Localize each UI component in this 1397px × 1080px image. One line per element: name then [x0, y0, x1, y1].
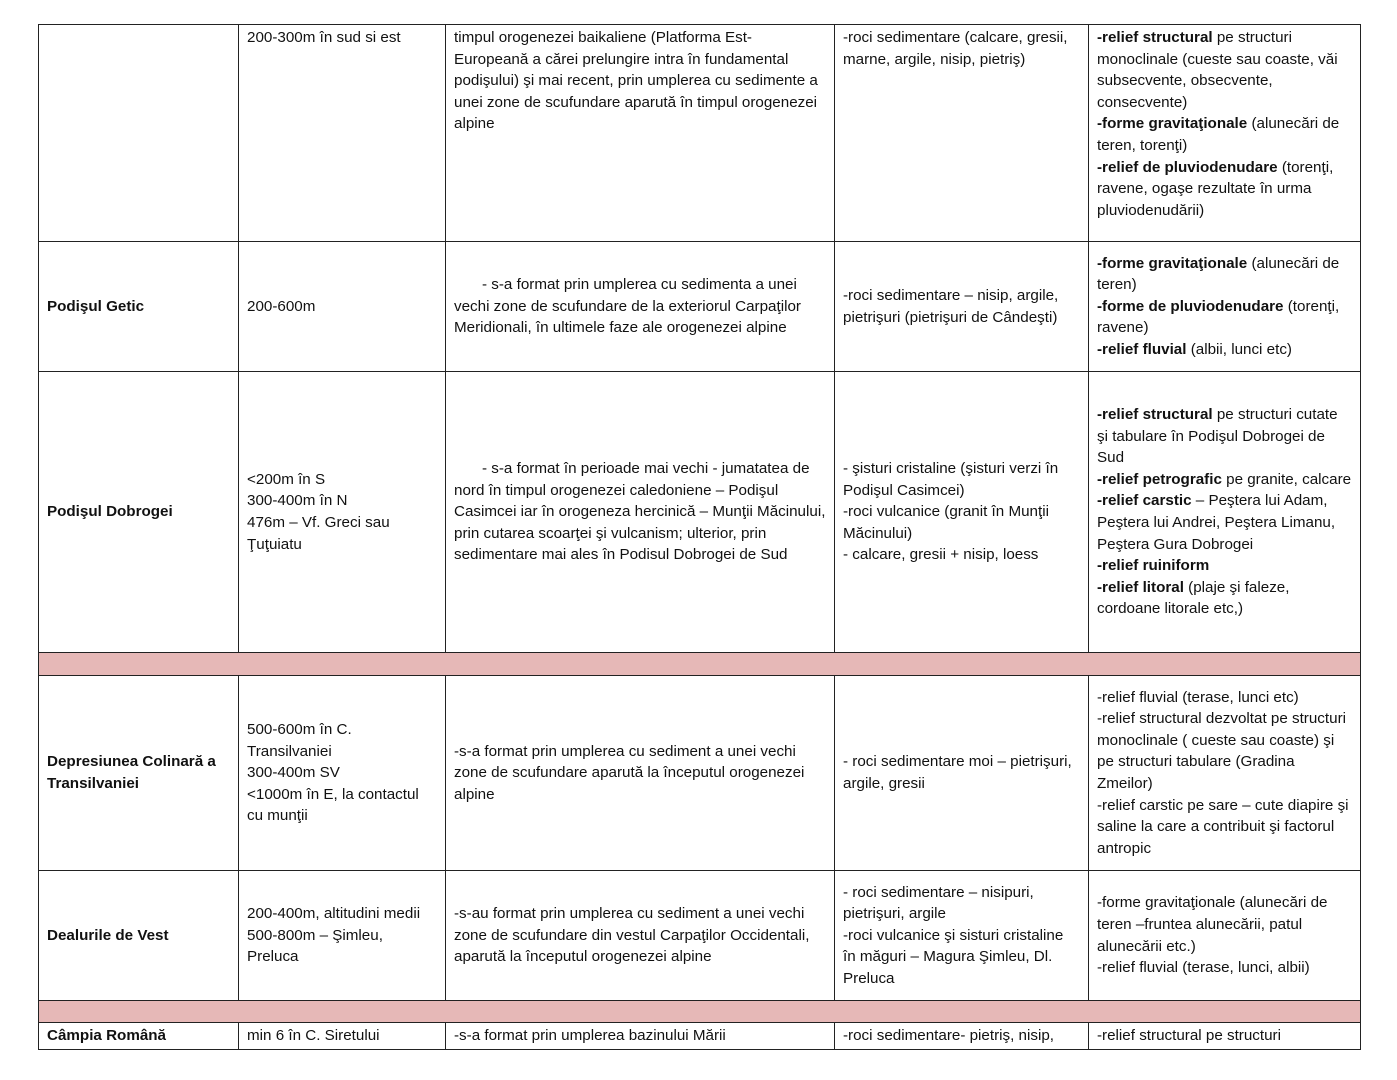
cell-text: min 6 în C. Siretului: [247, 1027, 380, 1044]
cell-text: pe structuri monoclinale (cueste sau coaste, văi subsecvente, obsecvente, consecvente): [1097, 29, 1338, 111]
rocks-cell: [835, 871, 1089, 1001]
cell-text: -relief ruiniform: [1097, 557, 1210, 575]
cell-line: [1097, 577, 1352, 620]
cell-line: [1097, 113, 1352, 156]
rocks-cell: [835, 1023, 1089, 1050]
relief-cell: [1089, 1023, 1361, 1050]
section-separator: [39, 1001, 1361, 1023]
rocks-cell: [835, 676, 1089, 871]
cell-text: (alunecări de teren): [1097, 254, 1340, 294]
cell-text: - roci sedimentare – nisipuri, pietrişuri, argile: [843, 883, 1034, 923]
cell-text: -roci sedimentare – nisip, argile, pietrişuri (pietrişuri de Cândeşti): [843, 286, 1059, 326]
cell-text: -relief fluvial (terase, lunci etc): [1097, 688, 1299, 706]
cell-text: <200m în S: [247, 470, 326, 488]
cell-text: -relief structural: [1097, 406, 1213, 424]
cell-text: - s-a format prin umplerea cu sedimenta a unei vechi zone de scufundare de la exteriorul Carpaţilor Meridionali, în ultimele faze ale orogenezei alpine: [454, 276, 801, 337]
cell-line: [1097, 555, 1352, 577]
cell-text: -s-a format prin umplerea cu sediment a unei vechi zone de scufundare aparută la începutul orogenezei alpine: [454, 742, 805, 803]
cell-line: [1097, 253, 1352, 296]
formation-cell: [446, 25, 835, 242]
cell-text: -relief litoral: [1097, 578, 1184, 596]
cell-text: -forme gravitaţionale: [1097, 254, 1248, 272]
cell-text: 500-800m – Şimleu, Preluca: [247, 926, 383, 966]
cell-text: -roci sedimentare- pietriş, nisip,: [843, 1027, 1055, 1044]
region-name-cell: [39, 871, 239, 1001]
cell-text: (plaje şi faleze, cordoane litorale etc,): [1097, 578, 1290, 618]
table-row: [39, 1023, 1361, 1050]
region-name-cell: [39, 242, 239, 372]
region-name-cell: [39, 1023, 239, 1050]
cell-text: -roci vulcanice (granit în Munţii Măcinului): [843, 503, 1049, 542]
cell-text: 476m – Vf. Greci sau Ţuţuiatu: [247, 514, 390, 553]
cell-text: -roci vulcanice şi sisturi cristaline în măguri – Magura Şimleu, Dl. Preluca: [843, 926, 1064, 987]
cell-text: -s-a format prin umplerea bazinului Mării: [454, 1027, 726, 1044]
cell-text: - calcare, gresii + nisip, loess: [843, 546, 1039, 564]
region-name-cell: [39, 372, 239, 653]
cell-text: -relief carstic: [1097, 492, 1192, 510]
cell-line: [1097, 404, 1352, 469]
cell-text: Podişul Dobrogei: [47, 503, 173, 521]
cell-line: [1097, 469, 1352, 491]
formation-cell: [446, 871, 835, 1001]
cell-text: - şisturi cristaline (şisturi verzi în Podişul Casimcei): [843, 460, 1059, 499]
rocks-cell: [835, 25, 1089, 242]
cell-text: -relief structural pe structuri: [1097, 1027, 1281, 1044]
altitude-cell: [239, 676, 446, 871]
table-row: [39, 242, 1361, 372]
cell-text: -relief petrografic: [1097, 470, 1222, 488]
cell-text: Podişul Getic: [47, 297, 145, 315]
cell-text: 200-300m în sud si est: [247, 29, 401, 46]
cell-text: -relief structural: [1097, 29, 1213, 46]
cell-text: Câmpia Română: [47, 1027, 167, 1044]
cell-text: 200-400m, altitudini medii: [247, 905, 421, 923]
cell-text: 200-600m: [247, 297, 316, 315]
rocks-cell: [835, 372, 1089, 653]
cell-text: 500-600m în C. Transilvaniei: [247, 721, 352, 760]
region-name-cell: [39, 676, 239, 871]
altitude-cell: [239, 25, 446, 242]
landforms-table: [38, 24, 1361, 1050]
cell-line: [1097, 490, 1352, 555]
cell-text: -forme de pluviodenudare: [1097, 297, 1284, 315]
cell-text: -relief structural dezvoltat pe structuri monoclinale ( cueste sau coaste) şi pe structuri tabulare (Gradina Zmeilor): [1097, 710, 1346, 792]
altitude-cell: [239, 372, 446, 653]
cell-text: 300-400m SV: [247, 764, 340, 782]
cell-text: pe structuri cutate şi tabulare în Podişul Dobrogei de Sud: [1097, 406, 1338, 467]
cell-text: Dealurile de Vest: [47, 926, 169, 944]
cell-line: [1097, 157, 1352, 222]
cell-text: -relief fluvial (terase, lunci, albii): [1097, 959, 1310, 977]
table-row: [39, 871, 1361, 1001]
cell-text: (torenţi, ravene): [1097, 297, 1340, 337]
altitude-cell: [239, 871, 446, 1001]
cell-text: -relief carstic pe sare – cute diapire şi saline la care a contribuit şi factorul antropic: [1097, 796, 1349, 857]
cell-text: (alunecări de teren, torenţi): [1097, 115, 1340, 154]
cell-line: [1097, 27, 1352, 113]
cell-text: -forme gravitaţionale (alunecări de teren –fruntea alunecării, patul alunecării etc.): [1097, 894, 1328, 955]
cell-text: (albii, lunci etc): [1186, 340, 1292, 358]
relief-cell: [1089, 871, 1361, 1001]
cell-text: <1000m în E, la contactul cu munţii: [247, 785, 419, 825]
cell-text: -relief fluvial: [1097, 340, 1187, 358]
cell-text: timpul orogenezei baikaliene (Platforma Est-Europeană a cărei prelungire intra în fundamental podişului) şi mai recent, prin umplerea cu sedimente a unei zone de scufundare aparută în timpul orogenezei alpine: [454, 29, 818, 133]
cell-text: pe granite, calcare: [1221, 470, 1352, 488]
cell-text: -s-au format prin umplerea cu sediment a unei vechi zone de scufundare din vestul Carpaţilor Occidentali, aparută la începutul orogenezei alpine: [454, 905, 810, 966]
altitude-cell: [239, 242, 446, 372]
cell-text: (torenţi, ravene, ogaşe rezultate în urma pluviodenudării): [1097, 158, 1334, 219]
table-row: [39, 676, 1361, 871]
formation-cell: [446, 242, 835, 372]
relief-cell: [1089, 372, 1361, 653]
cell-text: -roci sedimentare (calcare, gresii, marne, argile, nisip, pietriş): [843, 29, 1068, 68]
relief-cell: [1089, 242, 1361, 372]
cell-line: [1097, 339, 1352, 361]
region-name-cell: [39, 25, 239, 242]
table-row: [39, 372, 1361, 653]
formation-cell: [446, 372, 835, 653]
formation-cell: [446, 1023, 835, 1050]
formation-cell: [446, 676, 835, 871]
cell-text: – Peştera lui Adam, Peştera lui Andrei, Peştera Limanu, Peştera Gura Dobrogei: [1097, 492, 1336, 553]
cell-text: - s-a format în perioade mai vechi - jumatatea de nord în timpul orogenezei caledoniene – Podişul Casimcei iar în orogeneza hercinică – Munţii Măcinului, prin cutarea scoarţei şi vulcanism; ulterior, prin sedimentare mai ales în Podisul Dobrogei de Sud: [454, 460, 826, 564]
cell-text: 300-400m în N: [247, 492, 348, 510]
section-separator: [39, 653, 1361, 676]
cell-text: -forme gravitaţionale: [1097, 115, 1248, 133]
cell-text: -relief de pluviodenudare: [1097, 158, 1278, 176]
rocks-cell: [835, 242, 1089, 372]
table-row: [39, 25, 1361, 242]
cell-line: [1097, 296, 1352, 339]
cell-text: - roci sedimentare moi – pietrişuri, argile, gresii: [843, 753, 1072, 792]
cell-text: Depresiunea Colinară a Transilvaniei: [47, 753, 216, 792]
relief-cell: [1089, 676, 1361, 871]
altitude-cell: [239, 1023, 446, 1050]
relief-cell: [1089, 25, 1361, 242]
